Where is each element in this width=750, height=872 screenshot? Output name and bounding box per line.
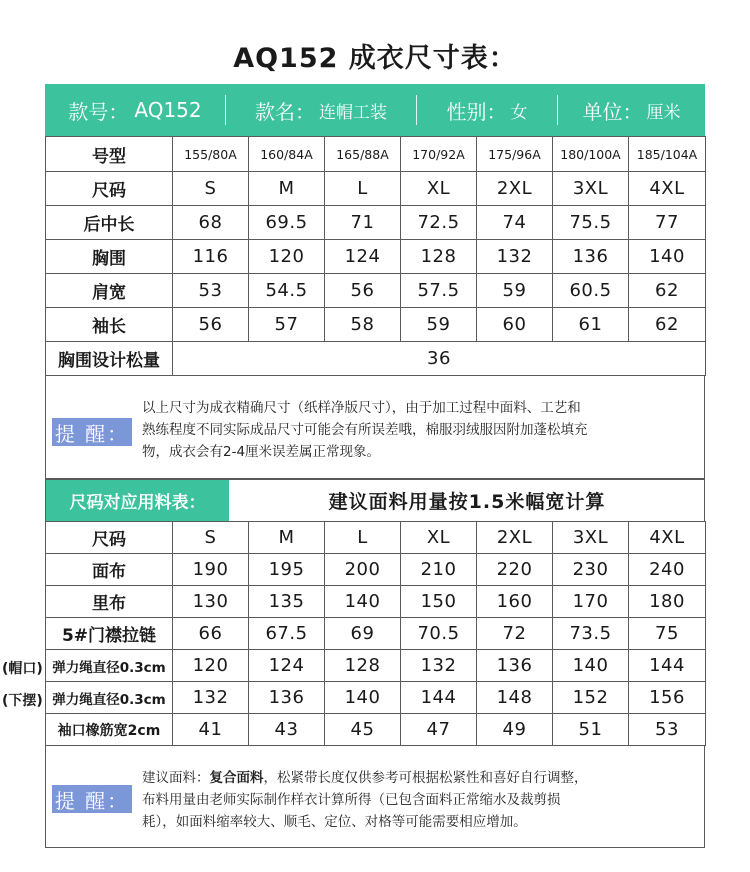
value-cell: 200 xyxy=(325,554,401,586)
model-cell: 165/88A xyxy=(325,137,401,172)
size-cell: L xyxy=(325,172,401,206)
value-cell: 60 xyxy=(477,308,553,342)
reminder-badge: 提 醒： xyxy=(52,418,132,446)
value-cell: 144 xyxy=(401,682,477,714)
value-cell: 124 xyxy=(325,240,401,274)
value-cell: 60.5 xyxy=(553,274,629,308)
size-label: 尺码 xyxy=(46,522,173,554)
ease-value: 36 xyxy=(173,342,706,376)
value-cell: 124 xyxy=(249,650,325,682)
style-number xyxy=(45,84,225,136)
value-cell: 68 xyxy=(173,206,249,240)
material-reminder-text xyxy=(142,767,702,833)
reminder-line: 布料用量由老师实际制作样衣计算所得（已包含面料正常缩水及裁剪损 xyxy=(142,792,561,808)
model-label: 号型 xyxy=(46,137,173,172)
table-row xyxy=(46,240,706,274)
header-divider xyxy=(416,95,417,125)
value-cell: 72 xyxy=(477,618,553,650)
value-cell: 43 xyxy=(249,714,325,746)
unit xyxy=(558,84,705,136)
model-cell: 175/96A xyxy=(477,137,553,172)
model-cell: 185/104A xyxy=(629,137,706,172)
size-cell: 4XL xyxy=(629,172,706,206)
value-cell: 135 xyxy=(249,586,325,618)
table-row xyxy=(46,714,706,746)
value-cell: 75 xyxy=(629,618,706,650)
page-title: AQ152 成衣尺寸表： xyxy=(233,43,517,74)
reminder-badge: 提 醒： xyxy=(52,785,132,813)
size-cell: 4XL xyxy=(629,522,706,554)
value-cell: 190 xyxy=(173,554,249,586)
gender-value: 女 xyxy=(510,102,528,123)
value-cell: 62 xyxy=(629,274,706,308)
model-cell: 180/100A xyxy=(553,137,629,172)
value-cell: 53 xyxy=(629,714,706,746)
value-cell: 240 xyxy=(629,554,706,586)
table-row xyxy=(46,618,706,650)
value-cell: 120 xyxy=(249,240,325,274)
value-cell: 62 xyxy=(629,308,706,342)
table-row xyxy=(46,206,706,240)
model-row xyxy=(46,137,706,172)
row-label: 袖口橡筋宽2cm xyxy=(46,714,173,746)
value-cell: 41 xyxy=(173,714,249,746)
reminder-prefix: 建议面料： xyxy=(142,770,210,786)
reminder-line: 物，成衣会有2-4厘米误差属正常现象。 xyxy=(142,444,381,460)
row-label: 弹力绳直径0.3cm xyxy=(46,650,173,682)
value-cell: 77 xyxy=(629,206,706,240)
value-cell: 220 xyxy=(477,554,553,586)
value-cell: 160 xyxy=(477,586,553,618)
value-cell: 170 xyxy=(553,586,629,618)
size-cell: L xyxy=(325,522,401,554)
style-number-label: 款号： xyxy=(68,99,129,124)
value-cell: 136 xyxy=(553,240,629,274)
header-divider xyxy=(557,95,558,125)
reminder-fabric: 复合面料 xyxy=(209,770,264,786)
value-cell: 130 xyxy=(173,586,249,618)
size-cell: 3XL xyxy=(553,172,629,206)
value-cell: 70.5 xyxy=(401,618,477,650)
size-row xyxy=(46,172,706,206)
value-cell: 66 xyxy=(173,618,249,650)
value-cell: 61 xyxy=(553,308,629,342)
ease-row xyxy=(46,342,706,376)
style-name-label: 款名： xyxy=(255,99,315,124)
value-cell: 71 xyxy=(325,206,401,240)
row-label: 弹力绳直径0.3cm xyxy=(46,682,173,714)
reminder-text xyxy=(142,397,702,463)
reminder-suffix: ，松紧带长度仅供参考可根据松紧性和喜好自行调整， xyxy=(263,770,588,786)
value-cell: 150 xyxy=(401,586,477,618)
value-cell: 45 xyxy=(325,714,401,746)
side-label-hem: (下摆) xyxy=(2,693,43,709)
table-row xyxy=(46,308,706,342)
size-cell: 2XL xyxy=(477,522,553,554)
style-name xyxy=(226,84,416,136)
row-label: 面布 xyxy=(46,554,173,586)
gender-label: 性别： xyxy=(446,99,507,124)
value-cell: 47 xyxy=(401,714,477,746)
value-cell: 51 xyxy=(553,714,629,746)
unit-value: 厘米 xyxy=(646,102,681,123)
value-cell: 120 xyxy=(173,650,249,682)
size-cell: M xyxy=(249,172,325,206)
value-cell: 140 xyxy=(629,240,706,274)
reminder-line xyxy=(142,767,702,789)
value-cell: 152 xyxy=(553,682,629,714)
unit-label: 单位： xyxy=(582,99,643,124)
size-cell: 3XL xyxy=(553,522,629,554)
value-cell: 156 xyxy=(629,682,706,714)
value-cell: 56 xyxy=(325,274,401,308)
value-cell: 210 xyxy=(401,554,477,586)
header-divider xyxy=(225,95,226,125)
header-bar xyxy=(45,84,705,136)
table-row xyxy=(46,274,706,308)
side-label-hat: (帽口) xyxy=(2,661,43,677)
value-cell: 74 xyxy=(477,206,553,240)
value-cell: 136 xyxy=(249,682,325,714)
value-cell: 116 xyxy=(173,240,249,274)
value-cell: 53 xyxy=(173,274,249,308)
value-cell: 67.5 xyxy=(249,618,325,650)
value-cell: 180 xyxy=(629,586,706,618)
size-label: 尺码 xyxy=(46,172,173,206)
table-row xyxy=(46,586,706,618)
material-section-label: 尺码对应用料表： xyxy=(46,480,229,521)
reminder-line: 耗），如面料缩率较大、顺毛、定位、对格等可能需要相应增加。 xyxy=(142,814,527,830)
row-label: 袖长 xyxy=(46,308,173,342)
value-cell: 69.5 xyxy=(249,206,325,240)
value-cell: 58 xyxy=(325,308,401,342)
gender xyxy=(417,84,557,136)
style-name-value: 连帽工装 xyxy=(319,102,387,123)
size-table xyxy=(45,136,706,376)
value-cell: 56 xyxy=(173,308,249,342)
value-cell: 140 xyxy=(325,586,401,618)
value-cell: 72.5 xyxy=(401,206,477,240)
value-cell: 57.5 xyxy=(401,274,477,308)
value-cell: 136 xyxy=(477,650,553,682)
model-cell: 170/92A xyxy=(401,137,477,172)
table-row xyxy=(46,650,706,682)
row-label: 里布 xyxy=(46,586,173,618)
reminder-line: 以上尺寸为成衣精确尺寸（纸样净版尺寸），由于加工过程中面料、工艺和 xyxy=(142,400,581,416)
reminder-line: 熟练程度不同实际成品尺寸可能会有所误差哦，棉服羽绒服因附加蓬松填充 xyxy=(142,422,588,438)
table-row xyxy=(46,682,706,714)
row-label: 后中长 xyxy=(46,206,173,240)
value-cell: 230 xyxy=(553,554,629,586)
value-cell: 73.5 xyxy=(553,618,629,650)
size-cell: XL xyxy=(401,522,477,554)
ease-label: 胸围设计松量 xyxy=(46,342,173,376)
row-label: 5#门襟拉链 xyxy=(46,618,173,650)
size-cell: 2XL xyxy=(477,172,553,206)
value-cell: 140 xyxy=(553,650,629,682)
value-cell: 132 xyxy=(401,650,477,682)
value-cell: 69 xyxy=(325,618,401,650)
value-cell: 132 xyxy=(173,682,249,714)
material-size-row xyxy=(46,522,706,554)
value-cell: 128 xyxy=(325,650,401,682)
value-cell: 128 xyxy=(401,240,477,274)
size-cell: XL xyxy=(401,172,477,206)
model-cell: 155/80A xyxy=(173,137,249,172)
table-row xyxy=(46,554,706,586)
material-table xyxy=(45,521,706,746)
size-cell: M xyxy=(249,522,325,554)
model-cell: 160/84A xyxy=(249,137,325,172)
size-cell: S xyxy=(173,172,249,206)
value-cell: 49 xyxy=(477,714,553,746)
value-cell: 144 xyxy=(629,650,706,682)
value-cell: 148 xyxy=(477,682,553,714)
value-cell: 59 xyxy=(401,308,477,342)
style-number-value: AQ152 xyxy=(134,98,202,122)
value-cell: 195 xyxy=(249,554,325,586)
material-section-title: 建议面料用量按1.5米幅宽计算 xyxy=(328,491,606,513)
row-label: 肩宽 xyxy=(46,274,173,308)
value-cell: 140 xyxy=(325,682,401,714)
value-cell: 59 xyxy=(477,274,553,308)
size-cell: S xyxy=(173,522,249,554)
value-cell: 132 xyxy=(477,240,553,274)
value-cell: 75.5 xyxy=(553,206,629,240)
value-cell: 57 xyxy=(249,308,325,342)
row-label: 胸围 xyxy=(46,240,173,274)
value-cell: 54.5 xyxy=(249,274,325,308)
material-section-header xyxy=(45,479,705,521)
